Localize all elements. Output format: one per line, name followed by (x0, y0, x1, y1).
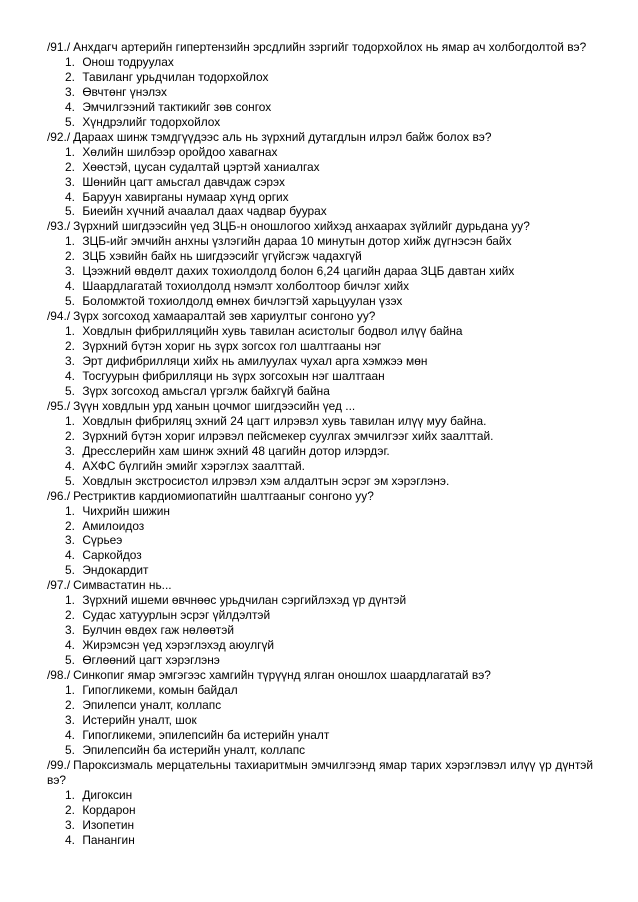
option-number: 4. (65, 368, 75, 383)
question-body: Синкопиг ямар эмгэгээс хамгийн түрүүнд ялган оношлох шаардлагатай вэ? (73, 668, 491, 683)
answer-option (47, 294, 593, 309)
option-text: Булчин өвдөх гаж нөлөөтэй (82, 623, 234, 638)
answer-options (47, 788, 593, 848)
question-body: Зүүн ховдлын урд ханын цочмог шигдээсийн үед ... (73, 398, 356, 413)
answer-option (47, 683, 593, 698)
option-text: Өвчтөнг үнэлэх (82, 84, 167, 99)
option-number: 2. (65, 428, 75, 443)
question-number: /94./ (47, 309, 71, 324)
question-number: /91./ (47, 40, 71, 54)
question-text (47, 219, 593, 234)
question-block-7 (47, 578, 593, 668)
answer-option (47, 444, 593, 459)
question-text (47, 668, 593, 683)
option-number: 4. (65, 832, 75, 847)
option-text: Эпилепси уналт, коллапс (82, 697, 222, 712)
answer-option (47, 833, 593, 848)
question-text (47, 578, 593, 593)
answer-options (47, 234, 593, 309)
option-number: 2. (65, 249, 75, 264)
option-text: Хүндрэлийг тодорхойлох (82, 114, 221, 129)
question-number: /95./ (47, 398, 71, 413)
question-body: Зүрхний шигдээсийн үед ЗЦБ-н оношлогоо хийхэд анхаарах зүйлийг дурьдана уу? (73, 219, 530, 234)
answer-option (47, 728, 593, 743)
answer-options (47, 324, 593, 399)
option-text: Эмчилгээний тактикийг зөв сонгох (82, 99, 272, 114)
option-text: Эпилепсийн ба истерийн уналт, коллапс (82, 742, 306, 757)
option-text: Хөөстэй, цусан судалтай цэртэй ханиалгах (82, 159, 320, 174)
question-text (47, 489, 593, 504)
option-number: 3. (65, 174, 75, 189)
option-number: 5. (65, 294, 75, 309)
answer-option (47, 593, 593, 608)
option-text: Чихрийн шижин (82, 503, 170, 518)
option-text: Ховдлын экстросистол илрэвэл хэм алдалтын эсрэг эм хэрэглэнэ. (82, 473, 450, 488)
option-text: Истерийн уналт, шок (82, 712, 197, 727)
document-page (47, 40, 593, 847)
question-number: /96./ (47, 488, 71, 503)
answer-option (47, 234, 593, 249)
option-number: 3. (65, 264, 75, 279)
option-text: Дресслерийн хам шинж эхний 48 цагийн дотор илэрдэг. (82, 443, 390, 458)
question-body: Анхдагч артерийн гипертензийн эрсдлийн зэргийг тодорхойлох нь ямар ач холбогдолтой вэ? (73, 40, 587, 54)
answer-options (47, 504, 593, 579)
option-number: 3. (65, 533, 75, 548)
option-text: Зүрхний бүтэн хориг илрэвэл пейсмекер суулгах эмчилгээг хийх заалттай. (82, 428, 494, 443)
answer-option (47, 713, 593, 728)
question-block-2 (47, 130, 593, 220)
option-number: 2. (65, 339, 75, 354)
answer-option (47, 175, 593, 190)
option-number: 4. (65, 279, 75, 294)
question-block-4 (47, 309, 593, 399)
option-text: Сүрьеэ (82, 533, 123, 548)
answer-option (47, 608, 593, 623)
answer-option (47, 504, 593, 519)
question-block-5 (47, 399, 593, 489)
option-number: 2. (65, 697, 75, 712)
option-number: 3. (65, 443, 75, 458)
answer-option (47, 743, 593, 758)
option-number: 1. (65, 324, 75, 339)
answer-option (47, 85, 593, 100)
question-block-9 (47, 758, 593, 848)
answer-option (47, 698, 593, 713)
answer-option (47, 384, 593, 399)
answer-option (47, 145, 593, 160)
answer-option (47, 249, 593, 264)
option-text: Биеийн хүчний ачаалал даах чадвар буурах (82, 204, 327, 219)
option-text: Эрт дифибрилляци хийх нь амилуулах чухал арга хэмжээ мөн (82, 354, 428, 369)
answer-option (47, 204, 593, 219)
answer-option (47, 70, 593, 85)
option-text: Ховдлын фибрилляцийн хувь тавилан асистолыг бодвол илүү байна (82, 324, 463, 339)
answer-option (47, 339, 593, 354)
question-number: /99./ (47, 757, 71, 772)
question-number: /92./ (47, 129, 71, 144)
option-number: 4. (65, 458, 75, 473)
option-text: АХФС бүлгийн эмийг хэрэглэх заалттай. (82, 458, 305, 473)
option-number: 5. (65, 383, 75, 398)
answer-options (47, 55, 593, 130)
answer-options (47, 593, 593, 668)
question-body: Дараах шинж тэмдгүүдээс аль нь зүрхний дутагдлын илрэл байж болох вэ? (73, 129, 492, 144)
option-text: ЗЦБ-ийг эмчийн анхны үзлэгийн дараа 10 минутын дотор хийж дүгнэсэн байх (82, 234, 512, 249)
option-number: 3. (65, 623, 75, 638)
answer-option (47, 803, 593, 818)
option-text: Эндокардит (82, 563, 149, 578)
answer-option (47, 623, 593, 638)
option-text: Шөнийн цагт амьсгал давчдаж сэрэх (82, 174, 285, 189)
answer-option (47, 354, 593, 369)
option-text: Ховдлын фибриляц эхний 24 цагт илрэвэл хувь тавилан илүү муу байна. (82, 413, 487, 428)
answer-option (47, 638, 593, 653)
option-text: Өглөөний цагт хэрэглэнэ (82, 653, 220, 668)
question-text (47, 758, 593, 788)
answer-option (47, 429, 593, 444)
answer-option (47, 474, 593, 489)
question-body: Пароксизмаль мерцательны тахиаритмын эмчилгээнд ямар тарих хэрэглэвэл илүү үр дүнтэй вэ? (47, 757, 593, 787)
option-text: Гипогликеми, комын байдал (82, 682, 238, 697)
option-number: 5. (65, 114, 75, 129)
question-block-1 (47, 40, 593, 130)
option-number: 5. (65, 473, 75, 488)
question-body: Зүрх зогсоход хамааралтай зөв хариултыг сонгоно уу? (73, 309, 376, 324)
question-text (47, 40, 593, 55)
option-text: Цээжний өвдөлт дахих тохиолдолд болон 6,24 цагийн дараа ЗЦБ давтан хийх (82, 264, 515, 279)
answer-option (47, 55, 593, 70)
question-block-8 (47, 668, 593, 758)
option-number: 3. (65, 84, 75, 99)
option-text: Баруун хавирганы нумаар хүнд оргих (82, 189, 289, 204)
answer-option (47, 369, 593, 384)
option-number: 4. (65, 727, 75, 742)
option-number: 4. (65, 638, 75, 653)
option-number: 1. (65, 54, 75, 69)
answer-option (47, 548, 593, 563)
option-number: 4. (65, 189, 75, 204)
option-number: 4. (65, 99, 75, 114)
option-number: 2. (65, 159, 75, 174)
option-number: 5. (65, 204, 75, 219)
answer-option (47, 190, 593, 205)
option-text: ЗЦБ хэвийн байх нь шигдээсийг үгүйсгэж чадахгүй (82, 249, 362, 264)
option-number: 2. (65, 69, 75, 84)
option-number: 5. (65, 742, 75, 757)
answer-option (47, 115, 593, 130)
option-number: 1. (65, 234, 75, 249)
question-body: Рестриктив кардиомиопатийн шалтгааныг сонгоно уу? (73, 488, 374, 503)
answer-option (47, 653, 593, 668)
answer-option (47, 324, 593, 339)
option-text: Изопетин (82, 817, 135, 832)
option-number: 5. (65, 653, 75, 668)
answer-option (47, 279, 593, 294)
option-number: 5. (65, 563, 75, 578)
question-block-6 (47, 489, 593, 579)
question-body: Симвастатин нь... (73, 578, 172, 593)
answer-options (47, 683, 593, 758)
option-number: 3. (65, 817, 75, 832)
option-text: Панангин (82, 832, 135, 847)
option-text: Амилоидоз (82, 518, 145, 533)
option-number: 4. (65, 548, 75, 563)
answer-option (47, 818, 593, 833)
question-number: /93./ (47, 219, 71, 234)
option-text: Тавиланг урьдчилан тодорхойлох (82, 69, 269, 84)
answer-options (47, 414, 593, 489)
option-number: 1. (65, 593, 75, 608)
option-text: Шаардлагатай тохиолдолд нэмэлт холболтоор бичлэг хийх (82, 279, 410, 294)
question-number: /97./ (47, 578, 71, 593)
answer-option (47, 414, 593, 429)
option-text: Зүрхний ишеми өвчнөөс урьдчилан сэргийлэхэд үр дүнтэй (82, 593, 407, 608)
answer-option (47, 100, 593, 115)
answer-option (47, 533, 593, 548)
answer-option (47, 160, 593, 175)
option-number: 1. (65, 682, 75, 697)
option-number: 1. (65, 413, 75, 428)
option-number: 3. (65, 354, 75, 369)
question-text (47, 309, 593, 324)
option-text: Зүрхний бүтэн хориг нь зүрх зогсох гол шалтгааны нэг (82, 339, 382, 354)
option-number: 1. (65, 787, 75, 802)
question-number: /98./ (47, 668, 71, 683)
answer-option (47, 788, 593, 803)
answer-options (47, 145, 593, 220)
option-text: Судас хатуурлын эсрэг үйлдэлтэй (82, 608, 271, 623)
option-text: Жирэмсэн үед хэрэглэхэд аюулгүй (82, 638, 275, 653)
option-text: Дигоксин (82, 787, 133, 802)
option-number: 1. (65, 503, 75, 518)
option-text: Зүрх зогсоход амьсгал үргэлж байхгүй байна (82, 383, 330, 398)
option-text: Боломжтой тохиолдолд өмнөх бичлэгтэй харьцуулан үзэх (82, 294, 403, 309)
answer-option (47, 459, 593, 474)
answer-option (47, 519, 593, 534)
question-text (47, 130, 593, 145)
option-number: 3. (65, 712, 75, 727)
option-number: 2. (65, 802, 75, 817)
option-text: Гипогликеми, эпилепсийн ба истерийн уналт (82, 727, 330, 742)
question-block-3 (47, 219, 593, 309)
option-number: 2. (65, 518, 75, 533)
question-text (47, 399, 593, 414)
option-text: Тосгуурын фибрилляци нь зүрх зогсохын нэг шалтгаан (82, 368, 385, 383)
option-number: 1. (65, 144, 75, 159)
answer-option (47, 264, 593, 279)
option-number: 2. (65, 608, 75, 623)
option-text: Онош тодруулах (82, 54, 174, 69)
option-text: Хөлийн шилбээр оройдоо хавагнах (82, 144, 278, 159)
answer-option (47, 563, 593, 578)
option-text: Саркойдоз (82, 548, 142, 563)
option-text: Кордарон (82, 802, 136, 817)
